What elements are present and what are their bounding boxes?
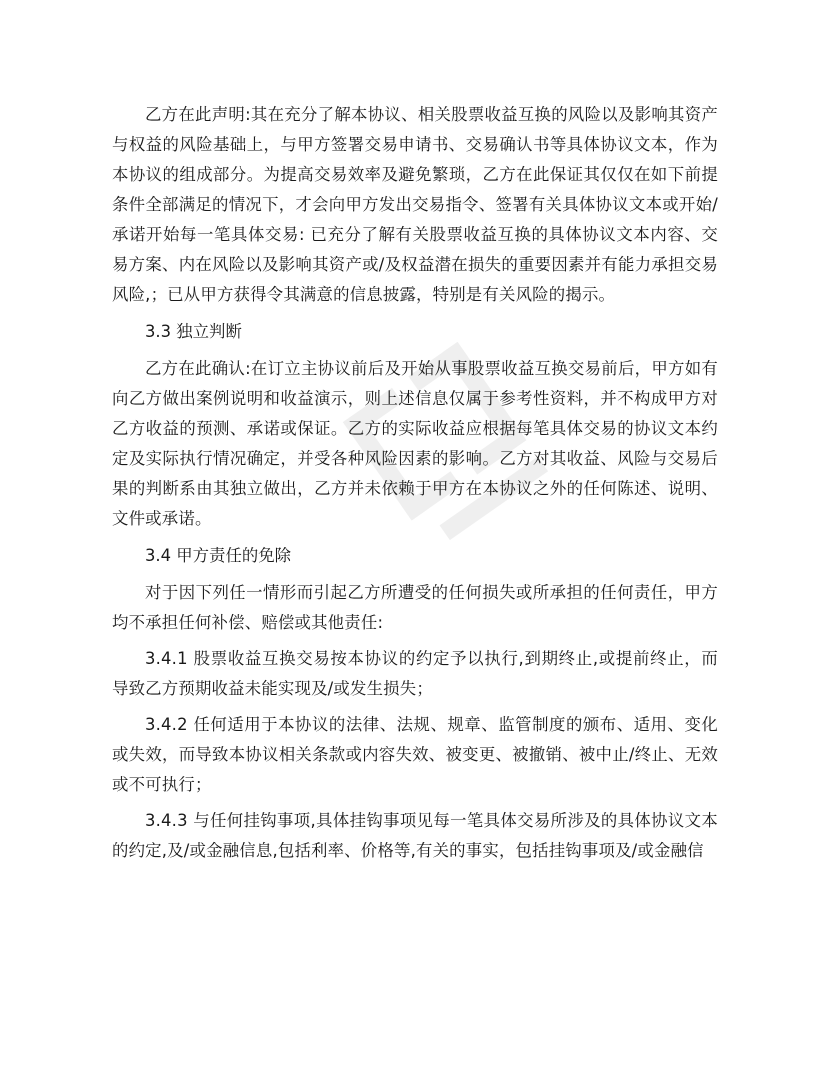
paragraph-liability-exemption: 对于因下列任一情形而引起乙方所遭受的任何损失或所承担的任何责任，甲方均不承担任何补偿、赔偿或其他责任: <box>112 583 718 632</box>
clause-3-4-3: 3.4.3 与任何挂钩事项,具体挂钩事项见每一笔具体交易所涉及的具体协议文本的约定,及/或金融信息,包括利率、价格等,有关的事实，包括挂钩事项及/或金融信 <box>112 811 718 860</box>
clause-3-4-2: 3.4.2 任何适用于本协议的法律、法规、规章、监管制度的颁布、适用、变化或失效，而导致本协议相关条款或内容失效、被变更、被撤销、被中止/终止、无效或不可执行； <box>112 715 718 794</box>
clause-3-4-1: 3.4.1 股票收益互换交易按本协议的约定予以执行,到期终止,或提前终止，而导致乙方预期收益未能实现及/或发生损失； <box>112 649 718 698</box>
paragraph-independent-judgment: 乙方在此确认:在订立主协议前后及开始从事股票收益互换交易前后，甲方如有向乙方做出案例说明和收益演示，则上述信息仅属于参考性资料，并不构成甲方对乙方收益的预测、承诺或保证。乙方的实际收益应根据每笔具体交易的协议文本约定及实际执行情况确定，并受各种风险因素的影响。乙方对其收益、风险与交易后果的判断系由其独立做出，乙方并未依赖于甲方在本协议之外的任何陈述、说明、文件或承诺。 <box>112 359 718 528</box>
section-heading-3-3: 3.3 独立判断 <box>145 322 242 341</box>
paragraph-declaration: 乙方在此声明:其在充分了解本协议、相关股票收益互换的风险以及影响其资产与权益的风险基础上，与甲方签署交易申请书、交易确认书等具体协议文本，作为本协议的组成部分。为提高交易效率及避免繁琐，乙方在此保证其仅仅在如下前提条件全部满足的情况下，才会向甲方发出交易指令、签署有关具体协议文本或开始/承诺开始每一笔具体交易: 已充分了解有关股票收益互换的具体协议文本内容、交易方案、内在风险以及影响其资产或/及权益潜在损失的重要因素并有能力承担交易风险,；已从甲方获得令其满意的信息披露，特别是有关风险的揭示。 <box>112 105 718 304</box>
section-heading-3-4: 3.4 甲方责任的免除 <box>145 546 292 565</box>
document-body <box>112 100 718 866</box>
